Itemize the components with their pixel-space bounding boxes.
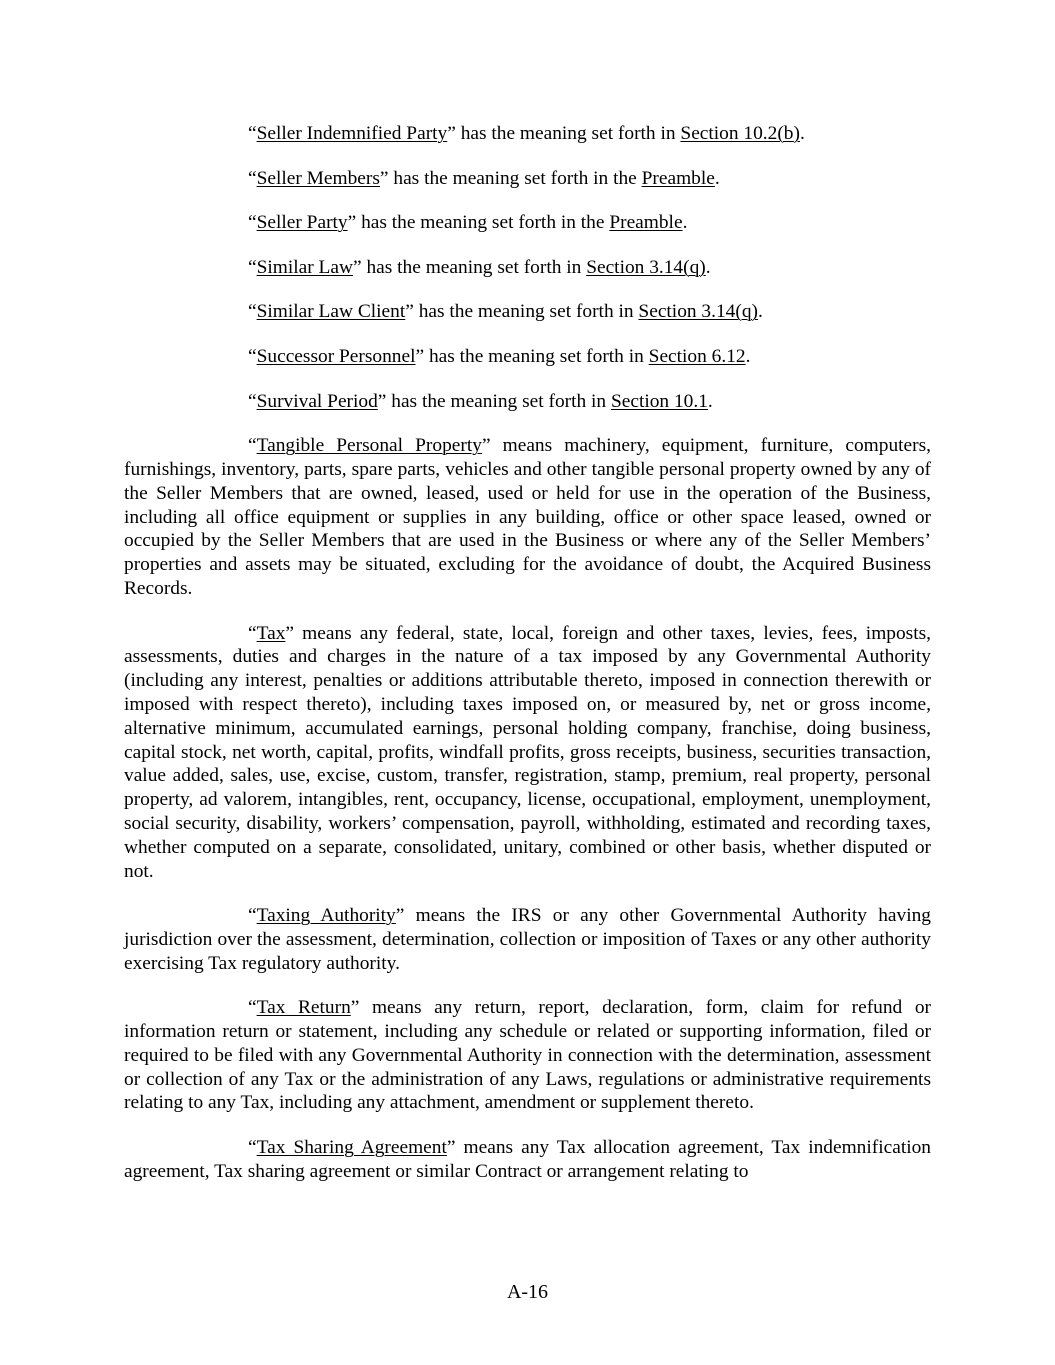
definition-seller-indemnified-party: “Seller Indemnified Party” has the meaning set forth in Section 10.2(b).	[248, 123, 805, 144]
defined-term: Similar Law Client	[256, 301, 406, 323]
definition-text: ” has the meaning set forth in	[353, 256, 587, 278]
definition-text: ” means the IRS or any other Governmental Authority having jurisdiction over the assessment, determination, collection or imposition of Taxes or any other authority exercising Tax regulatory authority.	[124, 905, 931, 974]
definition-similar-law-client: “Similar Law Client” has the meaning set forth in Section 3.14(q).	[248, 301, 763, 323]
definition-tax-sharing-agreement: “Tax Sharing Agreement” means any Tax allocation agreement, Tax indemnification agreement, Tax sharing agreement or similar Contract or arrangement relating to	[124, 1137, 931, 1182]
defined-term: Taxing Authority	[256, 905, 396, 927]
defined-term: Seller Members	[256, 167, 380, 189]
definition-tax-return: “Tax Return” means any return, report, declaration, form, claim for refund or information return or statement, including any schedule or related or supporting information, filed or required to be filed with any Governmental Authority in connection with the determination, assessment or collection of any Tax or the administration of any Laws, regulations or administrative requirements relating to any Tax, including any attachment, amendment or supplement thereto.	[124, 997, 931, 1114]
definition-text: ” has the meaning set forth in	[377, 390, 611, 412]
section-reference: Section 6.12	[648, 345, 746, 367]
document-page	[124, 122, 931, 1184]
definition-text: ” has the meaning set forth in the	[379, 167, 642, 189]
page-number: A-16	[506, 1281, 549, 1303]
defined-term: Similar Law	[256, 256, 354, 278]
definition-tangible-personal-property: “Tangible Personal Property” means machinery, equipment, furniture, computers, furnishings, inventory, parts, spare parts, vehicles and other tangible personal property owned by any of the Seller Members that are owned, leased, used or held for use in the operation of the Business, including all office equipment or supplies in any building, office or other space leased, owned or occupied by the Seller Members that are used in the Business or where any of the Seller Members’ properties and assets may be situated, excluding for the avoidance of doubt, the Acquired Business Records.	[124, 435, 931, 599]
definition-similar-law: “Similar Law” has the meaning set forth in Section 3.14(q).	[248, 256, 711, 278]
definition-text: ” has the meaning set forth in	[405, 301, 639, 323]
definition-text: ” means machinery, equipment, furniture, computers, furnishings, inventory, parts, spare parts, vehicles and other tangible personal property owned by any of the Seller Members that are owned, leased, used or held for use in the operation of the Business, including all office equipment or supplies in any building, office or other space leased, owned or occupied by the Seller Members that are used in the Business or where any of the Seller Members’ properties and assets may be situated, excluding for the avoidance of doubt, the Acquired Business Records.	[124, 435, 931, 599]
defined-term: Survival Period	[256, 390, 378, 412]
section-reference: Section 10.1	[610, 390, 708, 412]
definition-seller-party: “Seller Party” has the meaning set forth in the Preamble.	[248, 212, 688, 234]
definition-text: ” has the meaning set forth in	[415, 345, 649, 367]
defined-term: Tax	[256, 622, 286, 644]
definition-tax: “Tax” means any federal, state, local, foreign and other taxes, levies, fees, imposts, assessments, duties and charges in the nature of a tax imposed by any Governmental Authority (including any interest, penalties or additions attributable thereto, imposed in connection therewith or imposed with respect thereto), including taxes imposed on, or measured by, net or gross income, alternative minimum, accumulated earnings, personal holding company, franchise, doing business, capital stock, net worth, capital, profits, windfall profits, gross receipts, business, securities transaction, value added, sales, use, excise, custom, transfer, registration, stamp, premium, real property, personal property, ad valorem, intangibles, rent, occupancy, license, occupational, employment, unemployment, social security, disability, workers’ compensation, payroll, withholding, estimated and recording taxes, whether computed on a separate, consolidated, unitary, combined or other basis, whether disputed or not.	[124, 622, 931, 882]
defined-term: Successor Personnel	[256, 345, 416, 367]
defined-term: Seller Party	[256, 212, 348, 234]
definition-text: ” has the meaning set forth in the	[347, 212, 610, 234]
section-reference: Section 10.2(b)	[680, 123, 800, 144]
definition-taxing-authority: “Taxing Authority” means the IRS or any other Governmental Authority having jurisdiction over the assessment, determination, collection or imposition of Taxes or any other authority exercising Tax regulatory authority.	[124, 905, 931, 974]
section-reference: Section 3.14(q)	[586, 256, 706, 278]
definition-text: ” has the meaning set forth in	[447, 123, 681, 144]
defined-term: Tangible Personal Property	[256, 435, 482, 457]
defined-term: Seller Indemnified Party	[256, 123, 448, 144]
section-reference: Section 3.14(q)	[638, 301, 758, 323]
defined-term: Tax Return	[256, 997, 351, 1019]
defined-term: Tax Sharing Agreement	[256, 1137, 447, 1159]
definition-survival-period: “Survival Period” has the meaning set forth in Section 10.1.	[248, 390, 713, 412]
definition-seller-members: “Seller Members” has the meaning set forth in the Preamble.	[248, 167, 720, 189]
definition-successor-personnel: “Successor Personnel” has the meaning set forth in Section 6.12.	[248, 345, 751, 367]
definition-text: ” means any federal, state, local, foreign and other taxes, levies, fees, imposts, assessments, duties and charges in the nature of a tax imposed by any Governmental Authority (including any interest, penalties or additions attributable thereto, imposed in connection therewith or imposed with respect thereto), including taxes imposed on, or measured by, net or gross income, alternative minimum, accumulated earnings, personal holding company, franchise, doing business, capital stock, net worth, capital, profits, windfall profits, gross receipts, business, securities transaction, value added, sales, use, excise, custom, transfer, registration, stamp, premium, real property, personal property, ad valorem, intangibles, rent, occupancy, license, occupational, employment, unemployment, social security, disability, workers’ compensation, payroll, withholding, estimated and recording taxes, whether computed on a separate, consolidated, unitary, combined or other basis, whether disputed or not.	[124, 622, 931, 882]
section-reference: Preamble	[641, 167, 715, 189]
definition-text: ” means any return, report, declaration, form, claim for refund or information return or statement, including any schedule or related or supporting information, filed or required to be filed with any Governmental Authority in connection with the determination, assessment or collection of any Tax or the administration of any Laws, regulations or administrative requirements relating to any Tax, including any attachment, amendment or supplement thereto.	[124, 997, 931, 1114]
section-reference: Preamble	[609, 212, 683, 234]
definition-text: ” means any Tax allocation agreement, Tax indemnification agreement, Tax sharing agreement or similar Contract or arrangement relating to	[124, 1137, 931, 1182]
